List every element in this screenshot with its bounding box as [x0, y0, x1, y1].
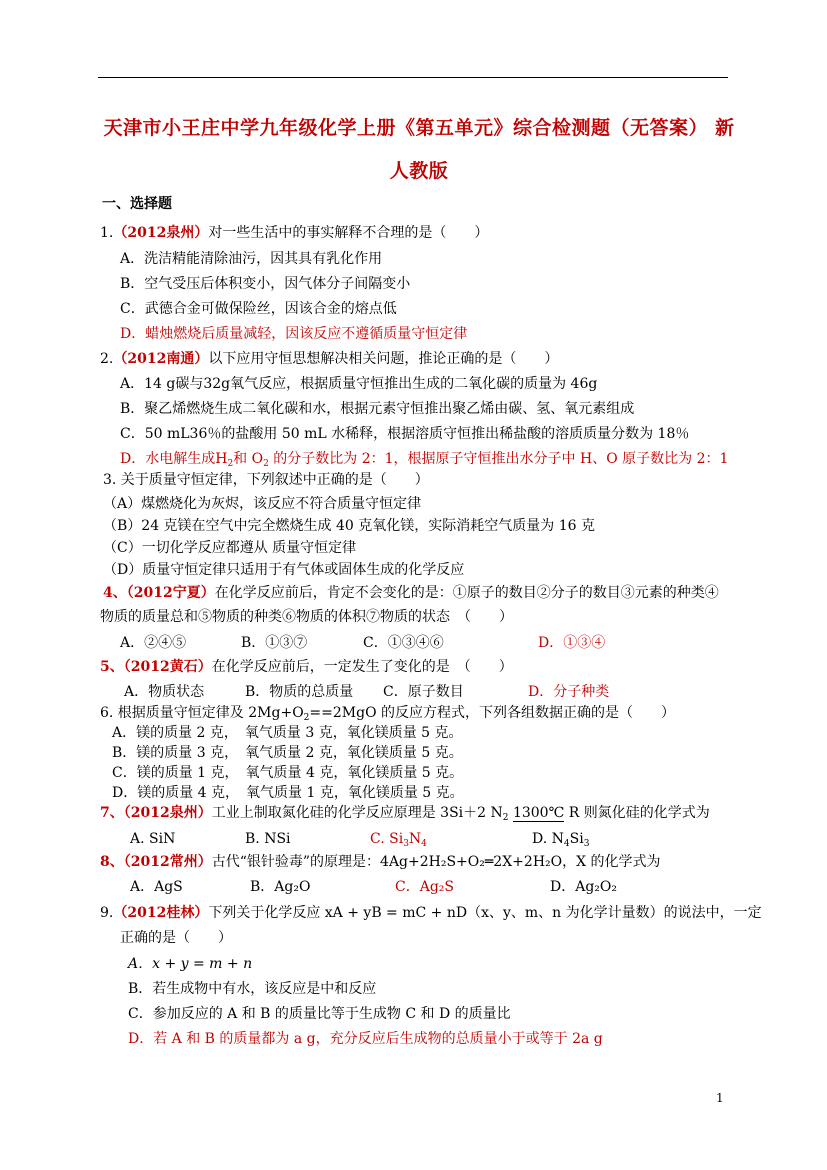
question-source: 4、（2012宁夏） [103, 585, 215, 601]
q9-option-b: B．若生成物中有水，该反应是中和反应 [128, 981, 377, 997]
q2-option-d-part1: D．水电解生成H [120, 451, 228, 467]
q9-option-a: A．x + y = m + n [128, 956, 253, 972]
question-text: 对一些生活中的事实解释不合理的是（ ） [208, 225, 489, 241]
q9-option-c: C．参加反应的 A 和 B 的质量比等于生成物 C 和 D 的质量比 [128, 1006, 511, 1022]
question-number: 1. [100, 225, 114, 241]
question-1-stem [100, 223, 488, 243]
question-9-stem [100, 903, 762, 923]
q2-option-d-part3: 的分子数比为 2：1，根据原子守恒推出水分子中 H、O 原子数比为 2：1 [268, 451, 729, 467]
subscript: 4 [563, 839, 570, 849]
q3-option-b: （B）24 克镁在空气中完全燃烧生成 40 克氧化镁，实际消耗空气质量为 16 克 [103, 518, 595, 534]
q1-option-d: D．蜡烛燃烧后质量减轻，因该反应不遵循质量守恒定律 [120, 326, 468, 342]
subscript: 2 [263, 459, 269, 469]
q8-option-c: C．Ag₂S [395, 879, 454, 895]
q5-option-d: D．分子种类 [528, 684, 610, 700]
subscript: 3 [403, 839, 409, 849]
q9-option-d: D．若 A 和 B 的质量都为 a g，充分反应后生成物的总质量小于或等于 2a g [128, 1031, 603, 1047]
q4-option-c: C．①③④⑥ [363, 635, 444, 651]
q5-option-b: B．物质的总质量 [245, 684, 354, 700]
question-4-stem-cont: 物质的质量总和⑤物质的种类⑥物质的体积⑦物质的状态 （ ） [100, 609, 513, 625]
q6-option-b: B．镁的质量 3 克， 氧气质量 2 克，氧化镁质量 5 克。 [112, 745, 463, 761]
document-title-line2: 人教版 [389, 160, 449, 182]
question-source: （2012泉州） [113, 225, 209, 241]
q8-option-d: D．Ag₂O₂ [550, 879, 617, 895]
q8-option-b: B．Ag₂O [250, 879, 311, 895]
question-7-stem [100, 803, 710, 828]
q6-option-c: C．镁的质量 1 克， 氧气质量 4 克，氧化镁质量 5 克。 [112, 765, 464, 781]
q4-option-a: A．②④⑤ [120, 635, 187, 651]
question-text: 古代“银针验毒”的原理是：4Ag+2H₂S+O₂═2X+2H₂O，X 的化学式为 [211, 854, 661, 870]
question-source: 7、（2012泉州） [100, 805, 212, 821]
subscript: 4 [421, 839, 427, 849]
question-text: 以下应用守恒思想解决相关问题，推论正确的是（ ） [208, 351, 559, 367]
q2-option-a: A．14 g碳与32g氧气反应，根据质量守恒推出生成的二氧化碳的质量为 46g [120, 376, 598, 392]
q2-option-c: C．50 mL36％的盐酸用 50 mL 水稀释，根据溶质守恒推出稀盐酸的溶质质量分数为 18％ [120, 426, 690, 442]
section-heading: 一、选择题 [102, 196, 172, 212]
question-5-stem [100, 657, 513, 677]
q2-option-b: B．聚乙烯燃烧生成二氧化碳和水，根据元素守恒推出聚乙烯由碳、氢、氧元素组成 [120, 401, 635, 417]
question-source: 8、（2012常州） [100, 854, 212, 870]
question-source: （2012南通） [113, 351, 209, 367]
q7-option-c [370, 829, 427, 854]
question-number: 2. [100, 351, 114, 367]
q6-option-a: A．镁的质量 2 克， 氧气质量 3 克，氧化镁质量 5 克。 [112, 725, 463, 741]
formula-part: Si [569, 831, 584, 847]
q3-option-d: （D）质量守恒定律只适用于有气体或固体生成的化学反应 [103, 562, 465, 578]
q8-option-a: A．AgS [130, 879, 183, 895]
q7-option-a: A. SiN [130, 831, 176, 847]
subscript: 2 [303, 713, 310, 723]
q4-option-d: D．①③④ [538, 635, 606, 651]
question-4-stem [103, 583, 719, 603]
q5-option-c: C．原子数目 [383, 684, 464, 700]
subscript: 3 [583, 839, 590, 849]
formula-part: N [408, 831, 422, 847]
q4-option-b: B．①③⑦ [241, 635, 308, 651]
question-text: 下列关于化学反应 xA + yB = mC + nD（x、y、m、n 为化学计量数）的说法中，一定 [208, 905, 762, 921]
question-text-cont: ==2MgO 的反应方程式，下列各组数据正确的是（ ） [309, 705, 675, 721]
q5-option-a: A．物质状态 [124, 684, 205, 700]
q7-option-d [532, 829, 589, 854]
formula-part: C. Si [370, 831, 404, 847]
document-title-line1: 天津市小王庄中学九年级化学上册《第五单元》综合检测题（无答案） 新 [103, 117, 735, 139]
question-2-stem [100, 349, 558, 369]
q1-option-c: C．武德合金可做保险丝，因该合金的熔点低 [120, 301, 397, 317]
question-text-cont: R 则氮化硅的化学式为 [564, 805, 710, 821]
q1-option-a: A．洗洁精能清除油污，因其具有乳化作用 [120, 251, 383, 267]
question-text: 在化学反应前后，一定发生了变化的是 （ ） [211, 659, 513, 675]
header-rule [98, 77, 728, 78]
question-number: 9. [100, 905, 114, 921]
question-9-stem-cont: 正确的是（ ） [120, 930, 232, 946]
q2-option-d-part2: 和 O [233, 451, 264, 467]
q3-option-a: （A）煤燃烧化为灰烬，该反应不符合质量守恒定律 [103, 496, 422, 512]
q6-option-d: D．镁的质量 4 克， 氧气质量 1 克，氧化镁质量 5 克。 [112, 785, 464, 801]
formula-part: D. N [532, 831, 564, 847]
q1-option-b: B．空气受压后体积变小，因气体分子间隔变小 [120, 276, 411, 292]
subscript: 2 [227, 459, 234, 469]
question-8-stem [100, 852, 661, 872]
subscript: 2 [502, 813, 509, 823]
q3-option-c: （C）一切化学反应都遵从 质量守恒定律 [103, 540, 357, 556]
question-source: （2012桂林） [113, 905, 209, 921]
question-text: 工业上制取氮化硅的化学反应原理是 3Si＋2 N [211, 805, 503, 821]
question-text: 在化学反应前后，肯定不会变化的是：①原子的数目②分子的数目③元素的种类④ [214, 585, 719, 601]
question-3-stem: 3. 关于质量守恒定律，下列叙述中正确的是（ ） [103, 472, 429, 488]
reaction-condition: 1300℃ [512, 805, 565, 821]
question-text: 6. 根据质量守恒定律及 2Mg+O [100, 705, 304, 721]
question-source: 5、（2012黄石） [100, 659, 212, 675]
q7-option-b: B. NSi [245, 831, 291, 847]
page-number: 1 [716, 1091, 724, 1105]
